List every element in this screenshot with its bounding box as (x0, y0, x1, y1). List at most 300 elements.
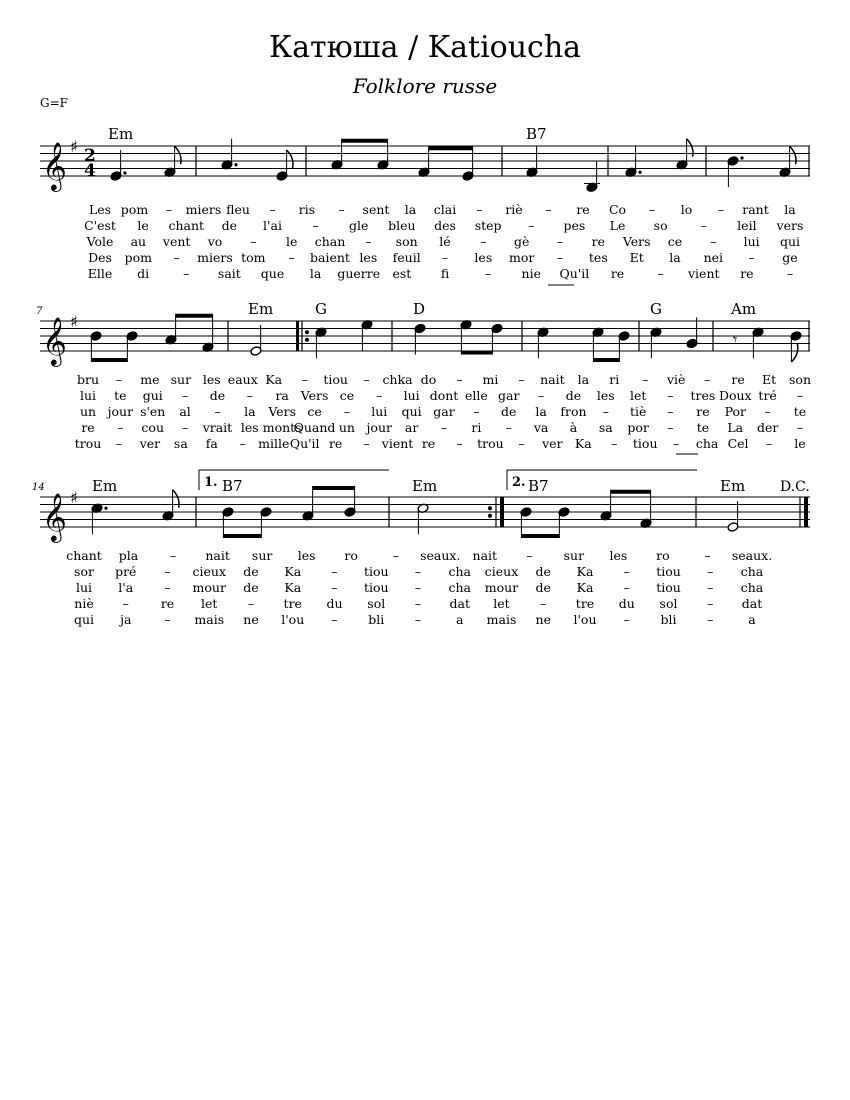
lyric-syllable: vient (687, 266, 720, 281)
lyric-syllable: – (556, 250, 564, 265)
final-barline (804, 497, 808, 527)
lyric-syllable: re (696, 404, 710, 419)
treble-clef: 𝄞 (42, 316, 67, 365)
lyric-syllable: qui (779, 234, 801, 249)
lyric-syllable: let (629, 388, 647, 403)
lyric-syllable: – (365, 234, 372, 249)
lyric-syllable: clai (433, 202, 457, 217)
lyric-syllable: cha (740, 564, 764, 579)
lyric-syllable: lui (403, 388, 420, 403)
lyric-syllable: Por (724, 404, 746, 419)
lyric-syllable: so (653, 218, 668, 233)
lyric-syllable: di (137, 266, 150, 281)
lyric-syllable: chant (168, 218, 205, 233)
lyric-syllable: ce (667, 234, 683, 249)
lyric-syllable: Vole (86, 234, 114, 249)
da-capo-mark: D.C. (780, 479, 810, 495)
lyric-syllable: re (740, 266, 754, 281)
lyric-syllable: – (338, 202, 345, 217)
lyric-syllable: fa (205, 436, 218, 451)
lyric-syllable: – (169, 548, 177, 563)
lyric-syllable: te (793, 404, 807, 419)
lyric-syllable: – (518, 372, 525, 387)
chord-symbol: Em (720, 477, 746, 495)
lyric-syllable: cha (695, 436, 719, 451)
lyric-syllable: – (181, 420, 189, 435)
lyric-syllable: chant (66, 548, 102, 563)
lyric-syllable: les (359, 250, 378, 265)
lyric-syllable: – (518, 436, 525, 451)
lyric-syllable: tre (575, 596, 595, 611)
lyric-syllable: a (748, 612, 756, 627)
lyric-syllable: l'ou (573, 612, 597, 627)
lyric-syllable: à (569, 420, 578, 435)
lyric-syllable: mais (194, 612, 225, 627)
lyric-syllable: tom (241, 250, 266, 265)
lyric-syllable: – (165, 202, 173, 217)
lyric-syllable: – (363, 436, 370, 451)
note-flag (175, 146, 181, 164)
lyric-syllable: gar (498, 388, 520, 403)
note-beam (176, 314, 213, 318)
lyric-syllable: – (667, 388, 674, 403)
lyric-syllable: l'a (118, 580, 134, 595)
lyric-syllable: re (591, 234, 606, 249)
lyric-syllable: – (414, 564, 422, 579)
lyric-syllable: – (700, 218, 707, 233)
lyric-syllable: ro (656, 548, 670, 563)
note-flag (287, 150, 293, 168)
chord-symbol: Em (248, 300, 274, 318)
lyric-syllable: – (602, 404, 609, 419)
lyric-syllable: tiou (656, 564, 681, 579)
lyric-syllable: de (501, 404, 517, 419)
lyric-syllable: mour (192, 580, 226, 595)
lyric-syllable: – (796, 388, 804, 403)
chord-symbol: B7 (222, 477, 243, 495)
lyric-syllable: ne (535, 612, 551, 627)
lyric-syllable: – (414, 580, 422, 595)
measure-number: 7 (36, 306, 43, 317)
lyric-syllable: step (474, 218, 502, 233)
repeat-barline (296, 321, 299, 351)
lyric-syllable: mille (258, 436, 290, 451)
chord-symbol: G (315, 300, 327, 318)
lyric-syllable: sa (173, 436, 188, 451)
lyric-syllable: Qu'il (559, 266, 590, 281)
repeat-dot (488, 506, 492, 510)
lyric-syllable: les (297, 548, 316, 563)
treble-clef: 𝄞 (42, 141, 67, 190)
lyric-syllable: tiou (656, 580, 681, 595)
lyric-syllable: Ka (284, 580, 302, 595)
lyric-syllable: tiè (629, 404, 647, 419)
chord-symbol: D (413, 300, 426, 318)
lyric-syllable: let (493, 596, 510, 611)
lyric-syllable: ar (404, 420, 419, 435)
chord-symbol: B7 (526, 125, 547, 143)
lyric-syllable: vient (381, 436, 414, 451)
lyric-syllable: lo (680, 202, 693, 217)
lyric-syllable: ver (139, 436, 161, 451)
lyric-syllable: – (414, 612, 422, 627)
lyric-syllable: Ka (265, 372, 283, 387)
lyric-syllable: re (421, 436, 436, 451)
lyric-syllable: a (456, 612, 464, 627)
lyric-syllable: let (201, 596, 218, 611)
note-flag (790, 146, 796, 164)
chord-symbol: Em (412, 477, 438, 495)
note-beam (313, 486, 355, 490)
lyric-syllable: lé (439, 234, 451, 249)
lyric-syllable: re (731, 372, 745, 387)
lyric-syllable: – (164, 580, 171, 595)
lyric-syllable: La (727, 420, 744, 435)
lyric-syllable: viè (666, 372, 686, 387)
lyric-syllable: re (81, 420, 95, 435)
lyric-syllable: Quand (293, 420, 336, 435)
lyric-syllable: ris (298, 202, 316, 217)
lyric-syllable: miers (185, 202, 222, 217)
lyric-syllable: – (786, 266, 794, 281)
lyric-syllable: sa (598, 420, 613, 435)
lyric-syllable: – (717, 202, 725, 217)
lyric-syllable: do (420, 372, 437, 387)
time-signature-top: 2 (84, 146, 96, 166)
lyric-syllable: un (79, 404, 97, 419)
lyric-syllable: Les (88, 202, 112, 217)
lyric-syllable: cha (448, 580, 472, 595)
lyric-syllable: – (764, 404, 771, 419)
lyric-syllable: tres (690, 388, 716, 403)
lyric-syllable: ro (344, 548, 358, 563)
lyric-syllable: dat (449, 596, 470, 611)
lyric-syllable: – (343, 404, 351, 419)
time-signature-bottom: 4 (84, 161, 96, 181)
lyric-syllable: la (577, 372, 590, 387)
key-signature-sharp: ♯ (70, 312, 78, 331)
lyric-syllable: monts (262, 420, 302, 435)
lyric-syllable: mour (484, 580, 519, 595)
lyric-syllable: re (328, 436, 343, 451)
note-flag (791, 344, 797, 362)
lyric-syllable: cieux (484, 564, 519, 579)
lyric-syllable: – (331, 612, 338, 627)
lyric-syllable: ver (542, 436, 563, 451)
lyric-syllable: Qu'il (289, 436, 320, 451)
lyric-syllable: rant (742, 202, 769, 217)
lyric-syllable: – (456, 436, 463, 451)
measure-number: 14 (32, 482, 45, 493)
repeat-dot (488, 514, 492, 518)
lyric-syllable: elle (464, 388, 488, 403)
lyric-syllable: chka (382, 372, 413, 387)
note-flag (173, 490, 179, 508)
lyric-syllable: – (301, 372, 308, 387)
lyric-syllable: la (404, 202, 417, 217)
lyric-syllable: des (434, 218, 456, 233)
lyric-syllable: son (789, 372, 811, 387)
lyric-syllable: la (244, 404, 256, 419)
lyric-syllable: Ka (576, 580, 594, 595)
chord-symbol: Em (108, 125, 134, 143)
lyric-syllable: tiou (363, 564, 389, 579)
lyric-syllable: nait (205, 548, 230, 563)
lyric-syllable: ge (782, 250, 798, 265)
lyric-syllable: Elle (87, 266, 113, 281)
lyric-syllable: cha (448, 564, 472, 579)
lyric-syllable: – (545, 202, 552, 217)
lyric-syllable: al (179, 404, 191, 419)
lyric-syllable: nie (521, 266, 541, 281)
note-beam (342, 139, 388, 143)
lyric-syllable: – (673, 436, 680, 451)
lyric-syllable: de (243, 564, 259, 579)
lyric-syllable: de (565, 388, 582, 403)
note-beam (223, 534, 261, 538)
lyric-syllable: – (623, 612, 630, 627)
lyric-syllable: sol (367, 596, 386, 611)
lyric-syllable: der (756, 420, 779, 435)
lyric-syllable: – (748, 250, 755, 265)
lyric-syllable: Co (608, 202, 627, 217)
lyric-syllable: – (414, 596, 422, 611)
lyric-syllable: – (704, 372, 711, 387)
lyric-syllable: lui (743, 234, 760, 249)
lyric-syllable: la (669, 250, 681, 265)
note-beam (611, 490, 651, 494)
augmentation-dot (104, 507, 107, 510)
lyric-syllable: – (392, 548, 399, 563)
lyric-syllable: Vers (622, 234, 651, 249)
lyric-syllable: – (667, 420, 674, 435)
lyric-syllable: – (164, 612, 171, 627)
repeat-barline (500, 497, 504, 527)
lyric-syllable: – (540, 596, 547, 611)
lyric-syllable: – (657, 266, 664, 281)
lyric-syllable: l'ou (281, 612, 305, 627)
lyric-syllable: pré (115, 564, 137, 579)
volta-bracket-1 (199, 470, 389, 490)
lyric-syllable: – (441, 250, 449, 265)
treble-clef: 𝄞 (42, 492, 67, 541)
repeat-dot (305, 338, 309, 342)
lyric-syllable: sent (362, 202, 390, 217)
lyric-syllable: tiou (363, 580, 389, 595)
lyric-syllable: ri (471, 420, 482, 435)
lyric-syllable: gè (513, 234, 530, 249)
lyric-syllable: leil (737, 218, 757, 233)
lyric-syllable: tiou (323, 372, 348, 387)
lyric-syllable: – (363, 372, 370, 387)
lyric-syllable: ja (120, 612, 132, 627)
lyric-syllable: vo (207, 234, 223, 249)
augmentation-dot (638, 171, 641, 174)
lyric-syllable: trou (477, 436, 504, 451)
key-signature-sharp: ♯ (70, 488, 78, 507)
lyric-syllable: le (285, 234, 298, 249)
lyric-syllable: de (535, 564, 551, 579)
lyric-syllable: seaux. (731, 548, 773, 563)
lyric-syllable: – (648, 202, 656, 217)
lyric-syllable: gar (433, 404, 455, 419)
lyric-syllable: – (623, 564, 630, 579)
note-beam (521, 534, 559, 538)
lyric-syllable: cou (141, 420, 165, 435)
lyric-syllable: nei (703, 250, 724, 265)
lyric-syllable: dat (741, 596, 763, 611)
lyric-syllable: – (480, 234, 487, 249)
lyric-syllable: Vers (300, 388, 329, 403)
lyric-syllable: de (243, 580, 259, 595)
lyric-syllable: – (164, 564, 171, 579)
lyric-syllable: bli (660, 612, 677, 627)
lyric-syllable: Ka (284, 564, 302, 579)
lyric-syllable: – (250, 234, 257, 249)
lyric-syllable: re (160, 596, 175, 611)
chord-symbol: Em (92, 477, 118, 495)
lyric-syllable: feuil (392, 250, 421, 265)
lyric-syllable: au (130, 234, 147, 249)
lyric-syllable: lui (371, 404, 388, 419)
lyric-syllable: Vers (268, 404, 297, 419)
lyric-syllable: de (221, 218, 238, 233)
lyric-syllable: me (140, 372, 160, 387)
lyric-syllable: du (326, 596, 343, 611)
lyric-syllable: riè (505, 202, 523, 217)
lyric-syllable: jour (107, 404, 134, 419)
lyric-syllable: Ka (574, 436, 592, 451)
lyric-syllable: re (610, 266, 625, 281)
lyric-syllable: fron (560, 404, 587, 419)
lyric-syllable: – (183, 266, 190, 281)
lyric-syllable: bru (76, 372, 100, 387)
lyric-syllable: – (537, 388, 545, 403)
lyric-syllable: Des (88, 250, 112, 265)
lyric-syllable: sur (170, 372, 192, 387)
lyric-syllable: cha (740, 580, 764, 595)
lyric-syllable: – (642, 372, 649, 387)
lyric-syllable: nait (540, 372, 565, 387)
lyric-syllable: les (596, 388, 615, 403)
lyric-syllable: – (485, 266, 492, 281)
lyric-syllable: bli (368, 612, 385, 627)
lyric-syllable: tes (588, 250, 608, 265)
lyric-syllable: – (376, 388, 383, 403)
lyric-syllable: est (392, 266, 412, 281)
note-flag (687, 139, 693, 157)
lyric-syllable: sait (217, 266, 241, 281)
lyric-syllable: fi (440, 266, 450, 281)
lyric-syllable: – (269, 202, 276, 217)
lyric-syllable: te (696, 420, 710, 435)
chord-symbol: G (650, 300, 662, 318)
lyric-syllable: – (707, 612, 714, 627)
augmentation-dot (234, 163, 237, 166)
song-title: Катюша / Katioucha (268, 30, 582, 65)
lyric-syllable: – (122, 596, 129, 611)
lyric-syllable: – (528, 218, 535, 233)
lyric-syllable: s'en (140, 404, 166, 419)
lyric-syllable: les (240, 420, 259, 435)
lyric-syllable: pla (118, 548, 139, 563)
lyric-syllable: por (627, 420, 649, 435)
lyric-syllable: vers (776, 218, 804, 233)
lyric-syllable: – (181, 388, 189, 403)
key-signature-sharp: ♯ (70, 137, 78, 156)
augmentation-dot (123, 171, 126, 174)
lyric-syllable: fleu (226, 202, 250, 217)
lyric-syllable: vrait (202, 420, 233, 435)
lyric-syllable: le (794, 436, 806, 451)
lyric-syllable: tré (758, 388, 777, 403)
lyric-syllable: – (710, 234, 717, 249)
song-subtitle: Folklore russe (352, 74, 498, 98)
lyric-syllable: Doux (718, 388, 752, 403)
lyric-syllable: seaux. (420, 548, 461, 563)
lyric-syllable: de (209, 388, 226, 403)
augmentation-dot (740, 156, 743, 159)
lyric-syllable: – (765, 436, 773, 451)
lyric-syllable: – (214, 404, 221, 419)
lyric-syllable: les (474, 250, 493, 265)
lyric-syllable: la (309, 266, 322, 281)
lyric-syllable: – (556, 234, 564, 249)
volta-label: 2. (512, 475, 526, 490)
lyric-syllable: sur (563, 548, 585, 563)
lyric-syllable: – (115, 372, 123, 387)
lyric-syllable: ne (243, 612, 259, 627)
lyric-syllable: qui (73, 612, 95, 627)
lyric-syllable: pom (120, 202, 149, 217)
lyric-syllable: le (137, 218, 149, 233)
lyric-syllable: vent (162, 234, 191, 249)
lyric-syllable: – (115, 436, 123, 451)
note-beam (461, 351, 492, 355)
lyric-syllable: – (246, 388, 253, 403)
lyric-syllable: les (609, 548, 628, 563)
lyric-syllable: jour (366, 420, 392, 435)
lyric-syllable: – (476, 202, 483, 217)
lyric-syllable: la (784, 202, 796, 217)
lyric-syllable: ra (275, 388, 289, 403)
lyric-syllable: cieux (192, 564, 226, 579)
lyric-syllable: te (114, 388, 127, 403)
lyric-syllable: – (707, 596, 714, 611)
lyric-syllable: re (576, 202, 590, 217)
lyric-syllable: Le (609, 218, 626, 233)
lyric-syllable: la (535, 404, 547, 419)
lyric-syllable: chan (314, 234, 346, 249)
lyric-syllable: – (704, 548, 711, 563)
lyric-syllable: miers (197, 250, 233, 265)
lyric-syllable: sur (251, 548, 273, 563)
volta-label: 1. (204, 475, 218, 490)
lyric-syllable: mor (508, 250, 535, 265)
volta-bracket-2 (507, 470, 697, 490)
transposition-note: G=F (40, 96, 68, 110)
lyric-syllable: eaux (227, 372, 258, 387)
note-beam (593, 358, 619, 362)
lyric-syllable: – (505, 420, 512, 435)
lyric-syllable: va (533, 420, 549, 435)
lyric-syllable: – (239, 436, 246, 451)
lyric-syllable: – (173, 250, 180, 265)
lyric-syllable: du (618, 596, 635, 611)
chord-symbol: B7 (528, 477, 549, 495)
lyric-syllable: – (667, 404, 674, 419)
lyric-syllable: gle (349, 218, 369, 233)
